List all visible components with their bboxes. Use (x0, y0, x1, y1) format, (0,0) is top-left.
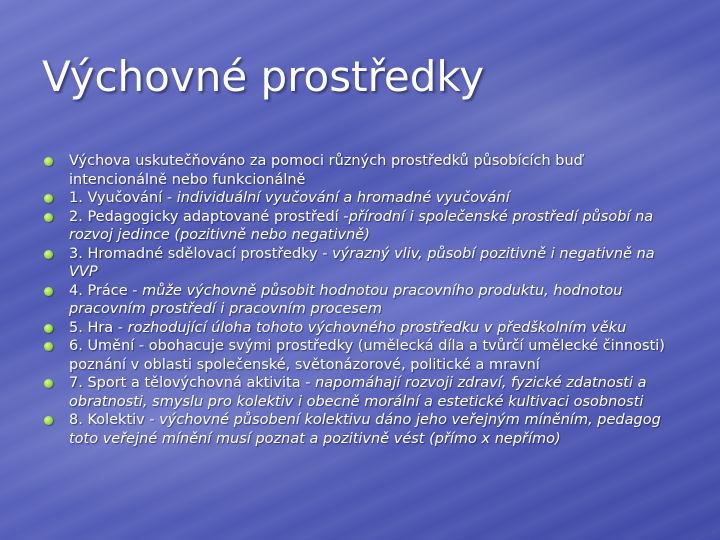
item-text: Výchova uskutečňováno za pomoci různých prostředků působících buď intencionálně nebo funkcionálně (69, 153, 583, 188)
bullet-icon (44, 416, 53, 425)
bullet-icon (44, 213, 53, 222)
item-text: 4. Práce - (69, 282, 143, 299)
item-text: 7. Sport a tělovýchovná aktivita - (69, 375, 316, 391)
bullet-icon (44, 194, 53, 203)
list-item (44, 189, 684, 208)
item-emphasis: výchovné působení kolektivu dáno jeho veřejným míněním, pedagog toto veřejné mínění musí poznat a pozitivně vést (přímo x nepřímo) (69, 412, 661, 447)
bullet-list (44, 152, 684, 448)
bullet-icon (44, 342, 53, 351)
item-text: 8. Kolektiv - (69, 412, 160, 428)
item-text: 6. Umění - obohacuje svými prostředky (umělecká díla a tvůrčí umělecké činnosti) poznání v oblasti společenské, světonázorové, politické a mravní (69, 338, 665, 373)
list-item (44, 319, 684, 338)
item-emphasis: individuální vyučování a hromadné vyučování (176, 190, 510, 206)
list-item (44, 374, 684, 411)
bullet-icon (44, 157, 53, 166)
item-emphasis: napomáhají rozvoji zdraví, fyzické zdatnosti a obratnosti, smyslu pro kolektiv i obecně morální a estetické kultivaci osobnosti (69, 375, 647, 410)
list-item (44, 282, 684, 319)
list-item (44, 337, 684, 374)
list-item (44, 152, 684, 189)
bullet-icon (44, 379, 53, 388)
item-text: 2. Pedagogicky adaptované prostředí - (69, 208, 349, 225)
slide-title: Výchovné prostředky (42, 52, 485, 101)
list-item (44, 245, 684, 282)
item-emphasis: rozhodující úloha tohoto výchovného prostředku v předškolním věku (127, 319, 627, 336)
bullet-icon (44, 324, 53, 333)
item-text: 1. Vyučování - (69, 190, 177, 206)
item-emphasis: přírodní i společenské prostředí působí na rozvoj jedince (pozitivně nebo negativně) (69, 208, 654, 243)
item-emphasis: výrazný vliv, působí pozitivně i negativně na VVP (69, 245, 655, 280)
bullet-icon (44, 287, 53, 296)
item-text: 3. Hromadné sdělovací prostředky - (69, 245, 333, 262)
item-text: 5. Hra - (69, 319, 128, 336)
list-item (44, 411, 684, 448)
bullet-icon (44, 250, 53, 259)
list-item (44, 208, 684, 245)
item-emphasis: může výchovně působit hodnotou pracovního produktu, hodnotou pracovním prostředí i pracovním procesem (69, 282, 623, 317)
